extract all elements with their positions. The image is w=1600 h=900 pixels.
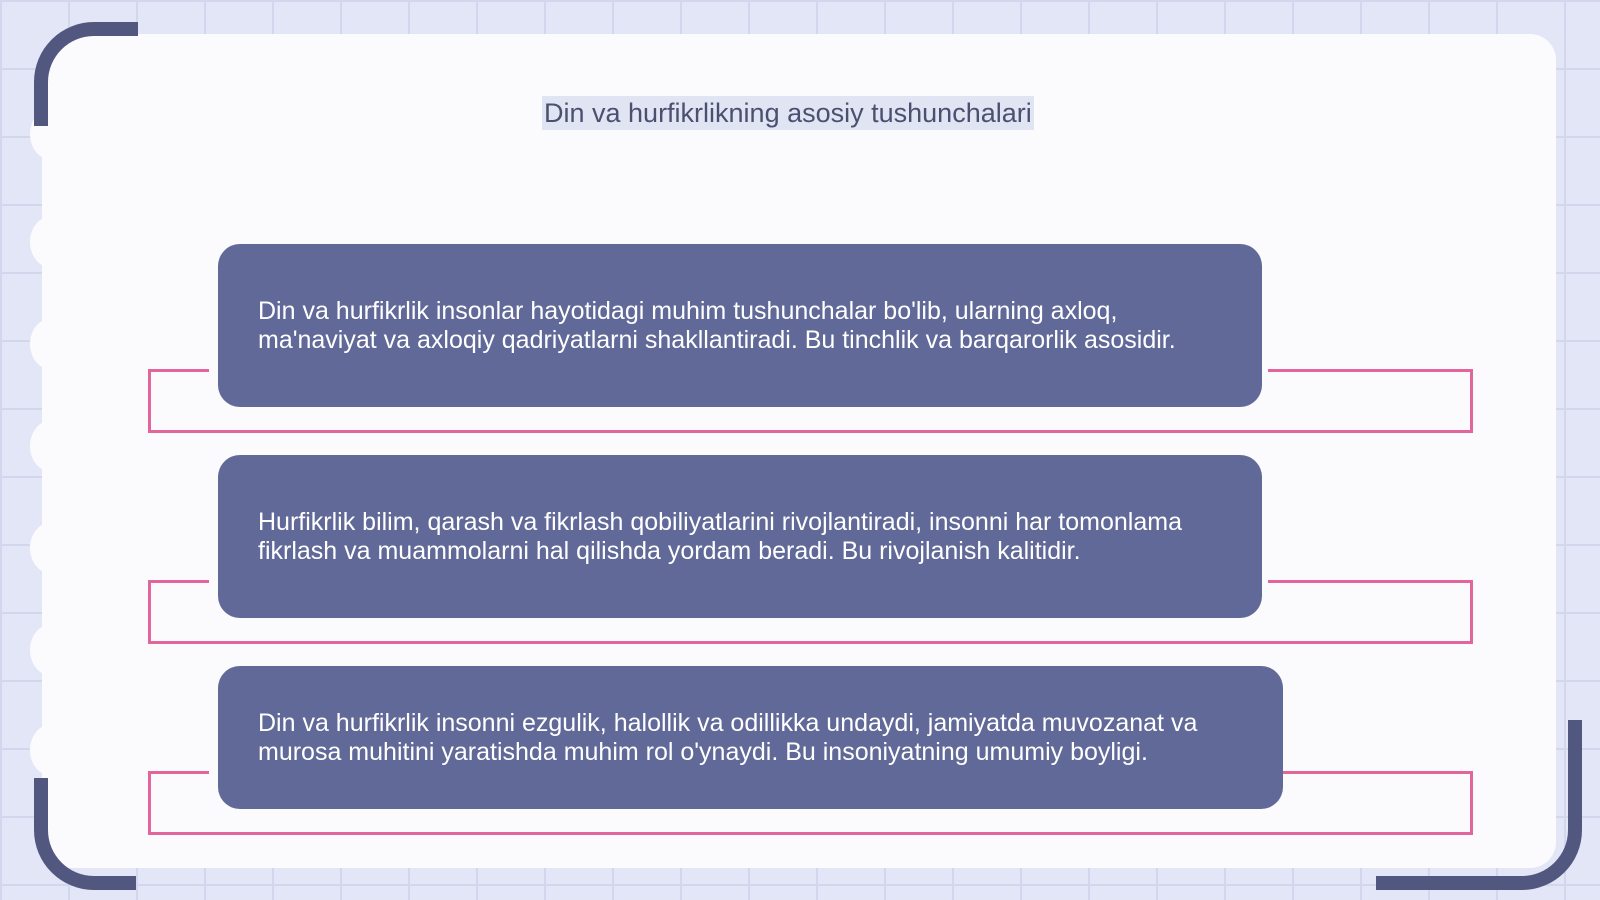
concept-card — [218, 455, 1262, 618]
paper-scallop — [30, 318, 74, 370]
paper-scallop — [30, 216, 74, 268]
concept-card-text: Din va hurfikrlik insonni ezgulik, halollik va odillikka undaydi, jamiyatda muvozanat va murosa muhitini yaratishda muhim rol o'ynaydi. Bu insoniyatning umumiy boyligi. — [258, 708, 1198, 766]
paper-scallop — [30, 724, 74, 776]
slide-title: Din va hurfikrlikning asosiy tushunchalari — [544, 98, 1032, 128]
concept-card — [218, 244, 1262, 407]
paper-scallop — [30, 522, 74, 574]
concept-card-text: Hurfikrlik bilim, qarash va fikrlash qobiliyatlarini rivojlantiradi, insonni har tomonlama fikrlash va muammolarni hal qilishda yordam beradi. Bu rivojlanish kalitidir. — [258, 507, 1182, 565]
corner-bracket-top-left — [34, 22, 138, 126]
concept-card-text: Din va hurfikrlik insonlar hayotidagi muhim tushunchalar bo'lib, ularning axloq, ma'naviyat va axloqiy qadriyatlarni shakllantiradi. Bu tinchlik va barqarorlik asosidir. — [258, 296, 1176, 354]
corner-bracket-bottom-left — [34, 778, 136, 890]
paper-scallop — [30, 420, 74, 472]
concept-card — [218, 666, 1283, 809]
paper-scallop — [30, 624, 74, 676]
